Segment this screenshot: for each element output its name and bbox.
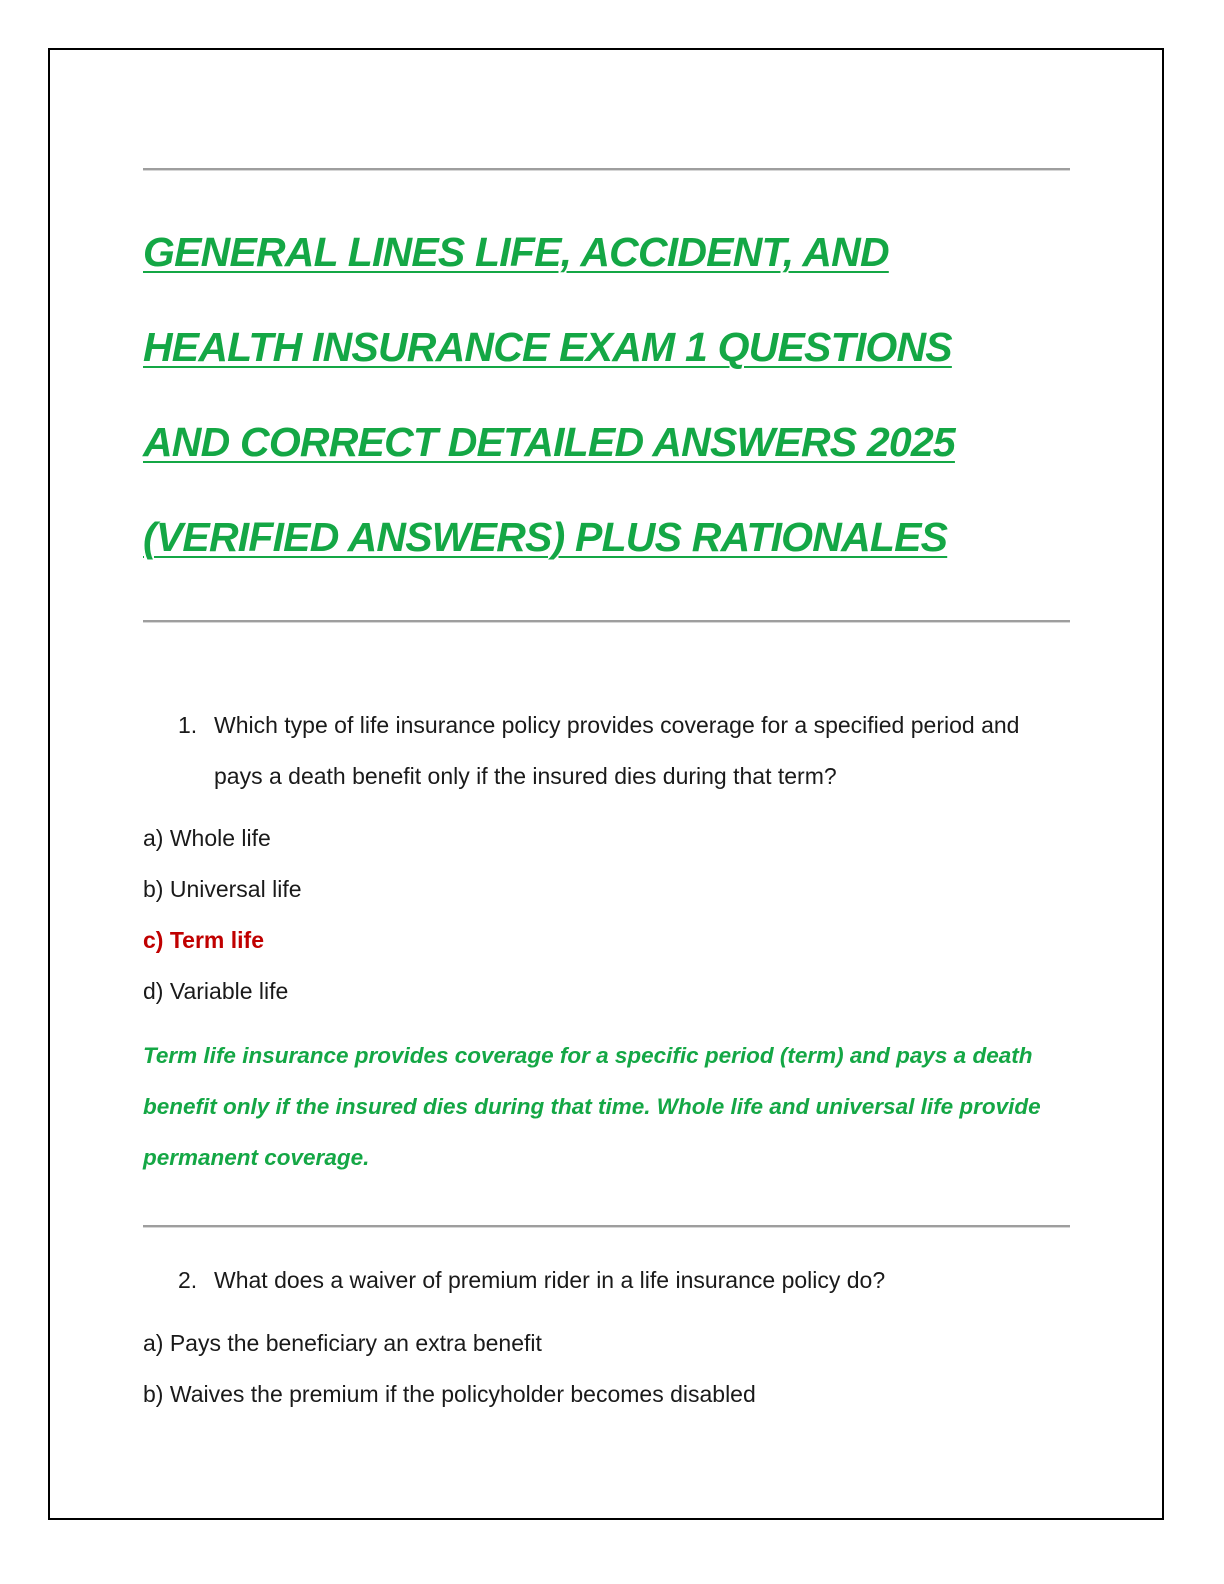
- title-line: AND CORRECT DETAILED ANSWERS 2025: [143, 419, 955, 465]
- answer-option-a: a) Pays the beneficiary an extra benefit: [143, 1330, 542, 1356]
- document-title: [143, 205, 1083, 585]
- question-divider: [143, 1225, 1070, 1227]
- title-line: (VERIFIED ANSWERS) PLUS RATIONALES: [143, 514, 948, 560]
- answer-option-d: d) Variable life: [143, 978, 289, 1004]
- question-number: 2.: [178, 1267, 198, 1293]
- question-text: What does a waiver of premium rider in a life insurance policy do?: [214, 1267, 886, 1293]
- top-divider: [143, 168, 1070, 170]
- answer-option-c-correct: c) Term life: [143, 927, 264, 953]
- answer-option-b: b) Waives the premium if the policyholder becomes disabled: [143, 1381, 756, 1407]
- answer-option-b: b) Universal life: [143, 876, 302, 902]
- title-line: GENERAL LINES LIFE, ACCIDENT, AND: [143, 229, 889, 275]
- question-text: Which type of life insurance policy provides coverage for a specified period and pays a death benefit only if the insured dies during that term?: [214, 712, 1020, 789]
- title-line: HEALTH INSURANCE EXAM 1 QUESTIONS: [143, 324, 952, 370]
- rationale-text: Term life insurance provides coverage for a specific period (term) and pays a death benefit only if the insured dies during that time. Whole life and universal life provide permanent coverage.: [143, 1043, 1041, 1170]
- answer-option-a: a) Whole life: [143, 825, 271, 851]
- title-divider: [143, 620, 1070, 622]
- question-number: 1.: [178, 712, 198, 738]
